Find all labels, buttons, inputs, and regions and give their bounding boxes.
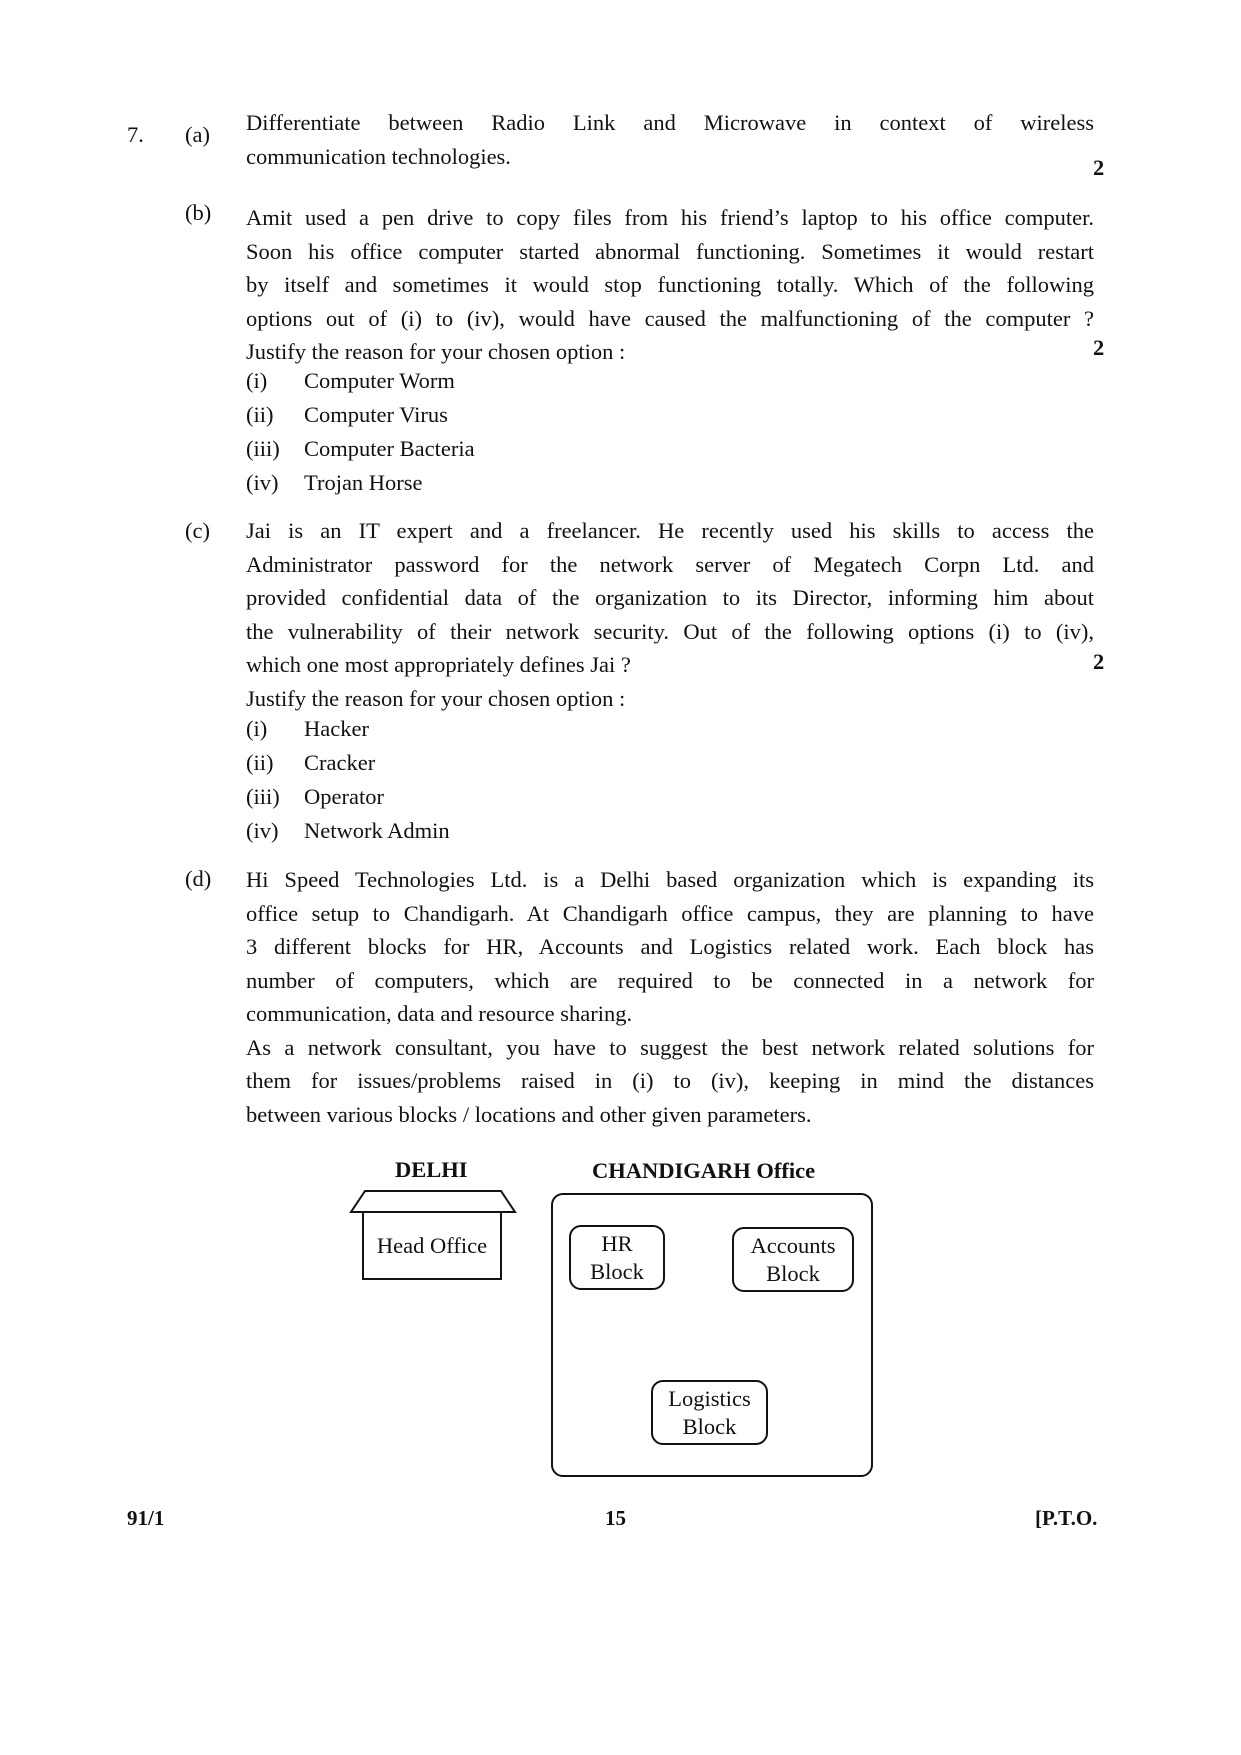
block-label: Logistics: [668, 1385, 751, 1411]
text-line: office setup to Chandigarh. At Chandigarh office campus, they are planning to have: [246, 900, 1094, 926]
logistics-block: [651, 1380, 768, 1445]
text-line: Amit used a pen drive to copy files from his friend’s laptop to his office computer.: [246, 205, 1094, 230]
hr-block: [569, 1225, 665, 1290]
part-d-text: [246, 863, 1094, 1131]
option-item: [246, 818, 450, 844]
option-text: Operator: [304, 784, 384, 809]
option-number: (iii): [246, 436, 280, 461]
option-number: (ii): [246, 750, 274, 775]
text-line: 3 different blocks for HR, Accounts and Logistics related work. Each block has: [246, 934, 1094, 959]
text-line: Differentiate between Radio Link and Microwave in context of wireless: [246, 110, 1094, 135]
head-office-roof: [349, 1190, 517, 1214]
option-text: Network Admin: [304, 818, 450, 843]
part-c-label: (c): [185, 518, 210, 543]
option-text: Trojan Horse: [304, 470, 423, 495]
text-line: the vulnerability of their network security. Out of the following options (i) to (iv),: [246, 618, 1094, 644]
option-number: (iii): [246, 784, 280, 809]
option-text: Computer Bacteria: [304, 436, 475, 461]
text-line: Administrator password for the network server of Megatech Corpn Ltd. and: [246, 551, 1094, 577]
part-d-label: (d): [185, 866, 212, 891]
text-line: provided confidential data of the organization to its Director, informing him about: [246, 585, 1094, 610]
text-line: options out of (i) to (iv), would have caused the malfunctioning of the computer ?: [246, 305, 1094, 331]
accounts-block: [732, 1227, 854, 1292]
text-line: communication, data and resource sharing.: [246, 1001, 633, 1026]
text-line: Jai is an IT expert and a freelancer. He recently used his skills to access the: [246, 518, 1094, 543]
head-office-label: Head Office: [376, 1233, 488, 1258]
option-item: [246, 784, 384, 810]
text-line: by itself and sometimes it would stop functioning totally. Which of the following: [246, 272, 1094, 297]
option-item: [246, 402, 448, 428]
option-item: [246, 470, 423, 496]
paper-code: 91/1: [127, 1506, 165, 1530]
part-a-marks: 2: [1093, 155, 1105, 180]
option-item: [246, 750, 375, 776]
part-c-marks: 2: [1093, 649, 1105, 674]
option-text: Computer Worm: [304, 368, 455, 393]
option-text: Computer Virus: [304, 402, 448, 427]
option-item: [246, 436, 475, 462]
option-number: (i): [246, 716, 268, 741]
text-line: Justify the reason for your chosen option :: [246, 685, 626, 711]
text-line: Justify the reason for your chosen option :: [246, 339, 626, 364]
block-label: Accounts: [750, 1232, 836, 1258]
pto-marker: [P.T.O.: [1035, 1506, 1098, 1530]
part-a-label: (a): [185, 122, 210, 147]
part-c-text: [246, 514, 1094, 715]
option-number: (iv): [246, 470, 279, 495]
part-b-marks: 2: [1093, 335, 1105, 360]
option-number: (ii): [246, 402, 274, 427]
part-a-text: [246, 106, 1094, 173]
text-line: which one most appropriately defines Jai ?: [246, 652, 631, 677]
question-number: 7.: [127, 122, 144, 147]
text-line: Hi Speed Technologies Ltd. is a Delhi based organization which is expanding its: [246, 867, 1094, 892]
delhi-title: DELHI: [395, 1157, 468, 1182]
part-b-text: [246, 201, 1094, 369]
option-item: [246, 368, 455, 394]
text-line: them for issues/problems raised in (i) to (iv), keeping in mind the distances: [246, 1068, 1094, 1093]
page-number: 15: [605, 1506, 626, 1530]
chandigarh-title: CHANDIGARH Office: [592, 1158, 816, 1183]
option-number: (iv): [246, 818, 279, 843]
text-line: communication technologies.: [246, 143, 511, 169]
block-label: HR: [601, 1230, 633, 1256]
option-text: Cracker: [304, 750, 376, 775]
block-label: Block: [766, 1260, 820, 1286]
text-line: between various blocks / locations and other given parameters.: [246, 1101, 812, 1127]
block-label: Block: [590, 1258, 644, 1284]
block-label: Block: [682, 1413, 737, 1439]
option-number: (i): [246, 368, 268, 393]
text-line: number of computers, which are required to be connected in a network for: [246, 967, 1094, 993]
part-b-label: (b): [185, 200, 212, 225]
option-text: Hacker: [304, 716, 369, 741]
head-office-box: [362, 1212, 502, 1280]
option-item: [246, 716, 369, 742]
text-line: As a network consultant, you have to suggest the best network related solutions for: [246, 1034, 1094, 1060]
text-line: Soon his office computer started abnormal functioning. Sometimes it would restart: [246, 238, 1094, 264]
